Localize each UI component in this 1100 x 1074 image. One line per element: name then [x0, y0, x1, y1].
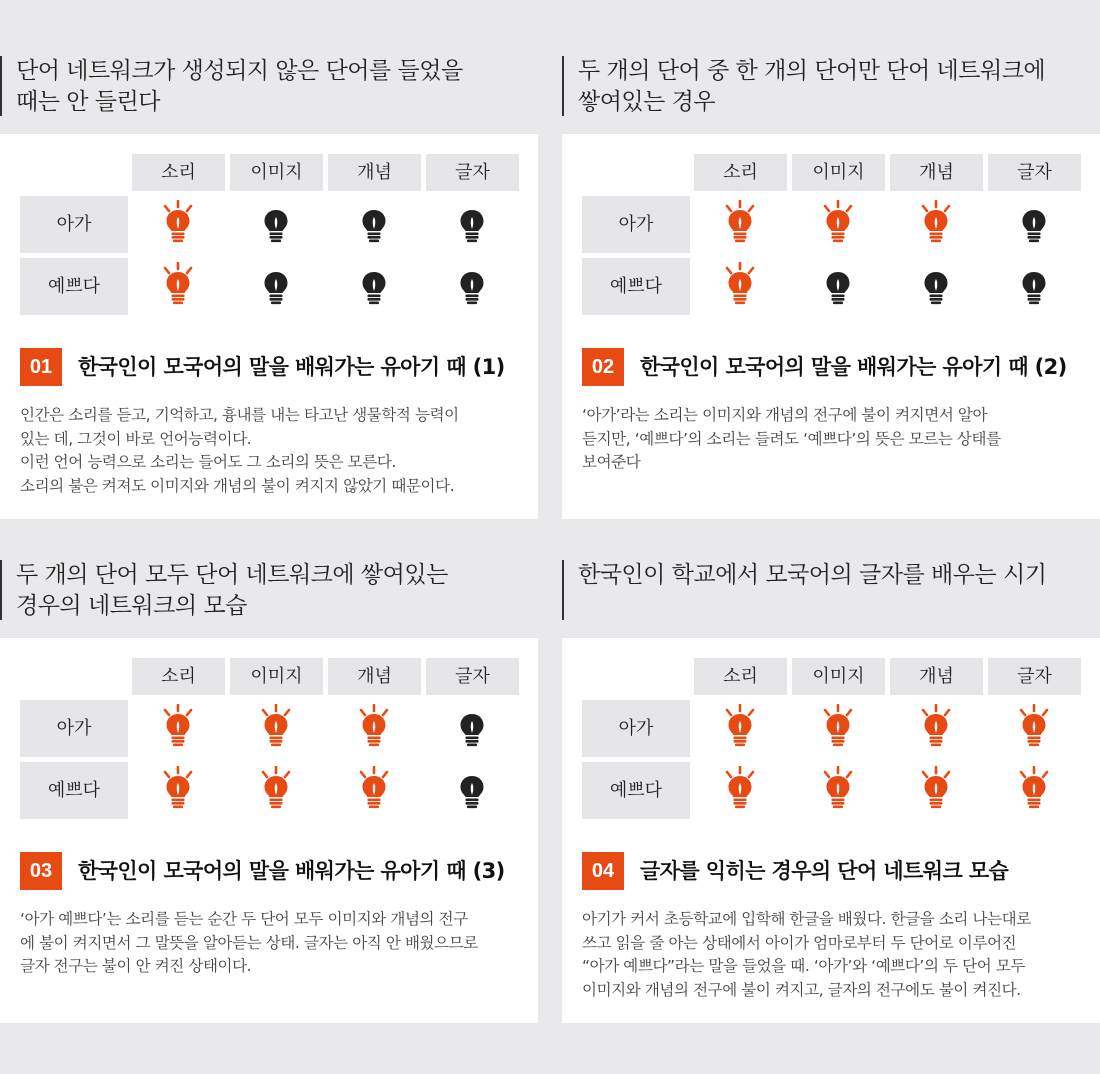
lit-lightbulb-icon: [720, 262, 760, 306]
column-header-2: 이미지: [230, 658, 323, 695]
lit-lightbulb-icon: [818, 200, 858, 244]
lit-lightbulb-icon: [158, 766, 198, 810]
unlit-lightbulb-icon: [256, 200, 296, 244]
description-line: 보여준다: [582, 453, 641, 471]
row-header-2: 예쁘다: [582, 258, 690, 315]
lit-lightbulb-icon: [256, 766, 296, 810]
unlit-lightbulb-icon: [256, 262, 296, 306]
step-number-badge: 04: [582, 852, 624, 890]
description-line: 에 불이 켜지면서 그 말뜻을 알아듣는 상태. 글자는 아직 안 배웠으므로: [20, 933, 478, 952]
unlit-lightbulb-icon: [818, 262, 858, 306]
unlit-lightbulb-icon: [1014, 200, 1054, 244]
unlit-lightbulb-icon: [354, 262, 394, 306]
description-line: 아기가 커서 초등학교에 입학해 한글을 배웠다. 한글을 소리 나는대로: [582, 910, 1031, 928]
unlit-lightbulb-icon: [452, 766, 492, 810]
lit-lightbulb-icon: [1014, 704, 1054, 748]
lit-lightbulb-icon: [354, 704, 394, 748]
lit-lightbulb-icon: [916, 766, 956, 810]
description-line: 소리의 불은 켜져도 이미지와 개념의 불이 켜지지 않았기 때문이다.: [20, 476, 455, 495]
column-header-3: 개념: [328, 658, 421, 695]
row-header-2: 예쁘다: [582, 762, 690, 819]
column-header-2: 이미지: [792, 154, 885, 191]
unlit-lightbulb-icon: [916, 262, 956, 306]
lit-lightbulb-icon: [720, 704, 760, 748]
column-header-3: 개념: [328, 154, 421, 191]
heading-line: 두 개의 단어 중 한 개의 단어만 단어 네트워크에: [578, 58, 1046, 84]
row-header-1: 아가: [20, 700, 128, 757]
description-line: 글자 전구는 불이 안 켜진 상태이다.: [20, 957, 252, 975]
description: [20, 404, 532, 498]
unlit-lightbulb-icon: [452, 262, 492, 306]
heading-line: 단어 네트워크가 생성되지 않은 단어를 들었을: [16, 58, 463, 84]
lit-lightbulb-icon: [158, 200, 198, 244]
panel-3: [0, 504, 538, 1008]
unlit-lightbulb-icon: [452, 704, 492, 748]
row-header-1: 아가: [20, 196, 128, 253]
lit-lightbulb-icon: [916, 704, 956, 748]
lit-lightbulb-icon: [158, 262, 198, 306]
column-header-2: 이미지: [792, 658, 885, 695]
lit-lightbulb-icon: [720, 766, 760, 810]
row-header-1: 아가: [582, 196, 690, 253]
lit-lightbulb-icon: [1014, 766, 1054, 810]
column-header-1: 소리: [694, 658, 787, 695]
diagram-card: [562, 638, 1100, 1023]
column-header-3: 개념: [890, 154, 983, 191]
description-line: 이런 언어 능력으로 소리는 들어도 그 소리의 뜻은 모른다.: [20, 453, 396, 471]
lit-lightbulb-icon: [818, 704, 858, 748]
diagram-card: [0, 134, 538, 519]
unlit-lightbulb-icon: [452, 200, 492, 244]
step-number-badge: 03: [20, 852, 62, 890]
column-header-4: 글자: [426, 154, 519, 191]
diagram-card: [562, 134, 1100, 519]
lit-lightbulb-icon: [818, 766, 858, 810]
column-header-3: 개념: [890, 658, 983, 695]
step-title: 글자를 익히는 경우의 단어 네트워크 모습: [640, 859, 1009, 883]
heading-line: 경우의 네트워크의 모습: [16, 593, 247, 619]
panel-heading: [562, 560, 1100, 620]
column-header-4: 글자: [988, 154, 1081, 191]
panel-4: [562, 504, 1100, 1008]
description-line: 듣지만, ‘예쁘다’의 소리는 들려도 ‘예쁘다’의 뜻은 모르는 상태를: [582, 429, 1001, 448]
row-header-2: 예쁘다: [20, 762, 128, 819]
panel-heading: [562, 56, 1100, 116]
column-header-2: 이미지: [230, 154, 323, 191]
heading-line: 때는 안 들린다: [16, 89, 160, 115]
panel-2: [562, 0, 1100, 504]
heading-line: 쌓여있는 경우: [578, 89, 716, 115]
step-number-badge: 01: [20, 348, 62, 386]
description-line: 이미지와 개념의 전구에 불이 켜지고, 글자의 전구에도 불이 켜진다.: [582, 980, 1021, 999]
column-header-1: 소리: [132, 154, 225, 191]
panel-heading: [0, 56, 538, 116]
step-title: 한국인이 모국어의 말을 배워가는 유아기 때 (3): [78, 859, 505, 883]
panel-1: [0, 0, 538, 504]
lit-lightbulb-icon: [256, 704, 296, 748]
unlit-lightbulb-icon: [1014, 262, 1054, 306]
description-line: “아가 예쁘다”라는 말을 들었을 때. ‘아가’와 ‘예쁘다’의 두 단어 모두: [582, 957, 1025, 975]
panel-heading: [0, 560, 538, 620]
step-title: 한국인이 모국어의 말을 배워가는 유아기 때 (1): [78, 355, 505, 379]
row-header-1: 아가: [582, 700, 690, 757]
row-header-2: 예쁘다: [20, 258, 128, 315]
description-line: ‘아가’라는 소리는 이미지와 개념의 전구에 불이 켜지면서 알아: [582, 406, 988, 424]
lit-lightbulb-icon: [720, 200, 760, 244]
description: [20, 908, 532, 979]
description: [582, 404, 1094, 475]
column-header-1: 소리: [694, 154, 787, 191]
description-line: 인간은 소리를 듣고, 기억하고, 흉내를 내는 타고난 생물학적 능력이: [20, 406, 459, 424]
lit-lightbulb-icon: [916, 200, 956, 244]
description-line: ‘아가 예쁘다’는 소리를 듣는 순간 두 단어 모두 이미지와 개념의 전구: [20, 910, 468, 928]
diagram-card: [0, 638, 538, 1023]
column-header-4: 글자: [426, 658, 519, 695]
column-header-4: 글자: [988, 658, 1081, 695]
lit-lightbulb-icon: [158, 704, 198, 748]
step-title: 한국인이 모국어의 말을 배워가는 유아기 때 (2): [640, 355, 1067, 379]
description-line: 있는 데, 그것이 바로 언어능력이다.: [20, 429, 252, 448]
heading-line: 두 개의 단어 모두 단어 네트워크에 쌓여있는: [16, 562, 448, 588]
column-header-1: 소리: [132, 658, 225, 695]
step-number-badge: 02: [582, 348, 624, 386]
description: [582, 908, 1094, 1002]
heading-line: 한국인이 학교에서 모국어의 글자를 배우는 시기: [578, 562, 1047, 588]
description-line: 쓰고 읽을 줄 아는 상태에서 아이가 엄마로부터 두 단어로 이루어진: [582, 933, 1017, 952]
unlit-lightbulb-icon: [354, 200, 394, 244]
lit-lightbulb-icon: [354, 766, 394, 810]
